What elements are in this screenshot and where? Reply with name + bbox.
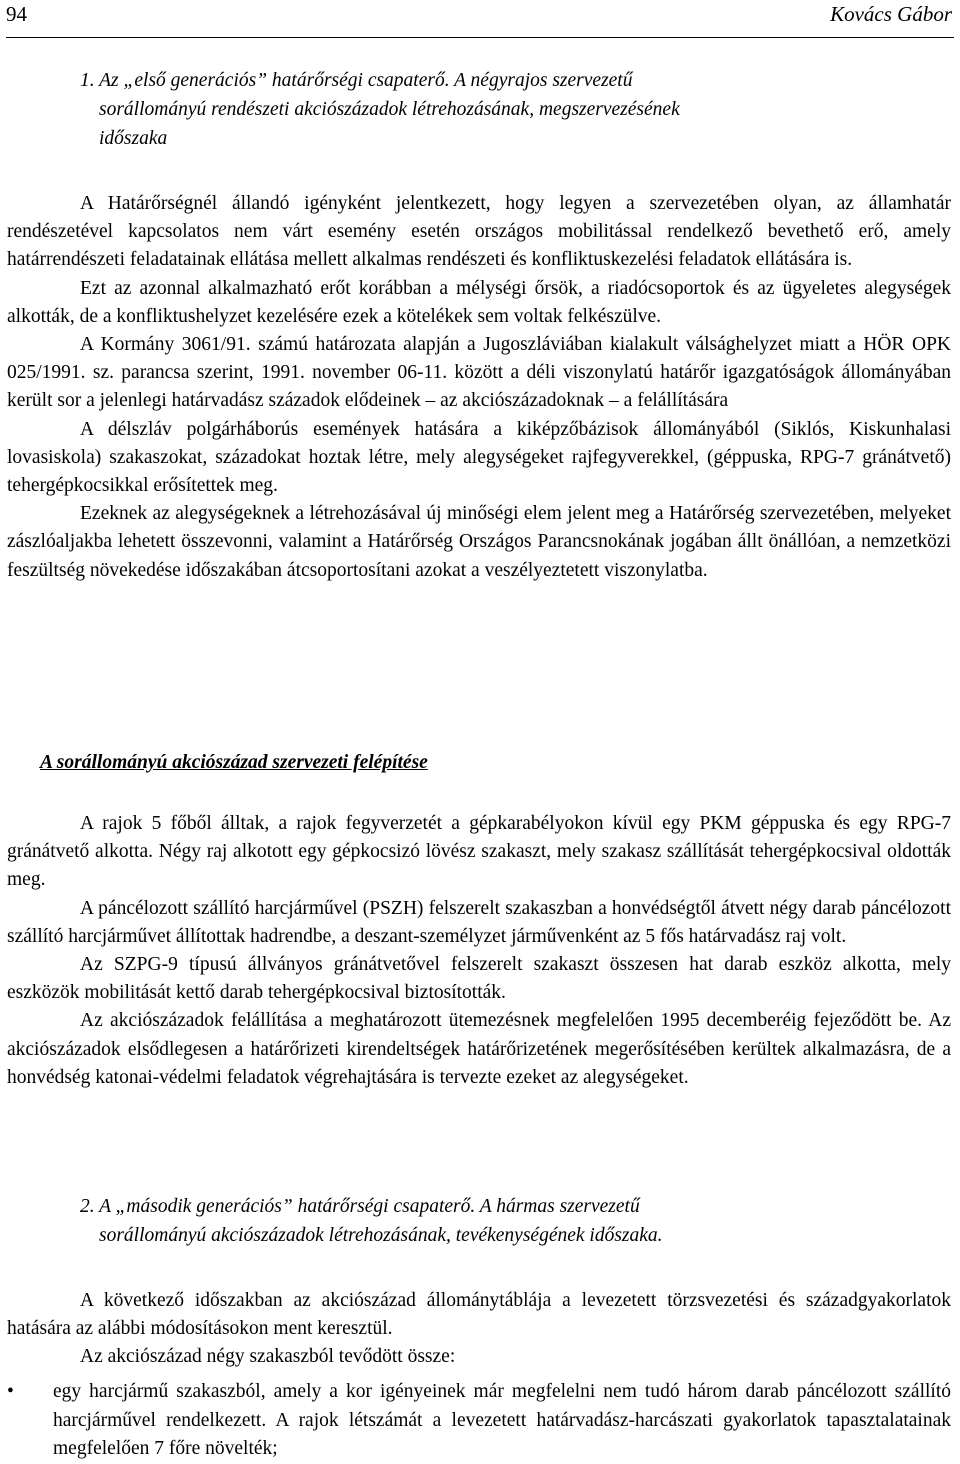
running-header-author: Kovács Gábor: [830, 2, 952, 26]
subsection-title: A sorállományú akciószázad szervezeti felépítése: [40, 752, 428, 773]
header-rule: [6, 37, 954, 38]
paragraph: A Határőrségnél állandó igényként jelentkezett, hogy legyen a szervezetében olyan, az államhatár rendészetével kapcsolatos nem várt esemény esetén országos mobilitással rendelkező bevethető erő, amely határrendészeti feladatainak ellátása mellett alkalmas rendészeti és konfliktuskezelési feladatok ellátására is.: [7, 193, 951, 271]
page-number: 94: [6, 2, 27, 26]
subsection-body: [7, 810, 951, 1092]
section-1-heading-line: sorállományú rendészeti akciószázadok létrehozásának, megszervezésének: [99, 99, 680, 120]
section-2-body: [7, 1287, 951, 1372]
list-item-text: egy harcjármű szakaszból, amely a kor igényeinek már megfelelni nem tudó három darab páncélozott szállító harcjárművel rendelkezett. A rajok létszámát a levezetett határvadász-harcászati gyakorlatok tapasztalatainak megfelelően 7 főre növelték;: [53, 1381, 951, 1459]
paragraph: A Kormány 3061/91. számú határozata alapján a Jugoszláviában kialakult válsághelyzet miatt a HÖR OPK 025/1991. sz. parancsa szerint, 1991. november 06-11. között a déli viszonylatú határőr igazgatóságok állományában került sor a jelenlegi határvadász századok elődeinek – az akciószázadoknak – a felállítására: [7, 334, 951, 412]
section-2-heading-line: 2. A „második generációs” határőrségi csapaterő. A hármas szervezetű: [80, 1196, 640, 1217]
list-item: [7, 1378, 951, 1464]
section-1-heading-line: 1. Az „első generációs” határőrségi csapaterő. A négyrajos szervezetű: [80, 70, 633, 91]
paragraph: A következő időszakban az akciószázad állománytáblája a levezetett törzsvezetési és századgyakorlatok hatására az alábbi módosításokon ment keresztül.: [7, 1290, 951, 1340]
paragraph: Az SZPG-9 típusú állványos gránátvetővel felszerelt szakaszt összesen hat darab eszköz alkotta, mely eszközök mobilitását kettő darab tehergépkocsival biztosították.: [7, 954, 951, 1004]
section-1-body: [7, 190, 951, 585]
section-1-heading-line: időszaka: [99, 128, 168, 149]
paragraph: A páncélozott szállító harcjárművel (PSZH) felszerelt szakaszban a honvédségtől átvett négy darab páncélozott szállító harcjárművet állítottak hadrendbe, a deszant-személyzet járművenként az 5 fős határvadász raj volt.: [7, 897, 951, 947]
paragraph: Az akciószázadok felállítása a meghatározott ütemezésnek megfelelően 1995 decemberéig fejeződött be. Az akciószázadok elsődlegesen a határőrizeti kirendeltségek határőrizetének megerősítésében kerültek alkalmazásra, de a honvédség katonai-védelmi feladatok végrehajtására is tervezte ezeket az alegységeket.: [7, 1010, 951, 1088]
paragraph: Ezt az azonnal alkalmazható erőt korábban a mélységi őrsök, a riadócsoportok és az ügyeletes alegységek alkották, de a konfliktushelyzet kezelésére ezek a kötelékek sem voltak felkészülve.: [7, 277, 951, 327]
bullet-list: [7, 1378, 951, 1464]
bullet-icon: •: [7, 1381, 14, 1402]
section-2-heading: [80, 1192, 900, 1250]
paragraph: A rajok 5 főből álltak, a rajok fegyverzetét a gépkarabélyokon kívül egy PKM géppuska és egy RPG-7 gránátvető alkotta. Négy raj alkotott egy gépkocsizó lövész szakaszt, mely szakasz szállítását tehergépkocsival oldották meg.: [7, 813, 951, 891]
section-1-heading: [80, 66, 900, 153]
paragraph: Ezeknek az alegységeknek a létrehozásával új minőségi elem jelent meg a Határőrség szervezetében, melyeket zászlóaljakba lehetett összevonni, valamint a Határőrség Országos Parancsnokának jogában állt önállóan, a nemzetközi feszültség növekedése időszakában átcsoportosítani azokat a veszélyeztetett viszonylatba.: [7, 503, 951, 581]
section-2-heading-line: sorállományú akciószázadok létrehozásának, tevékenységének időszaka.: [99, 1225, 663, 1246]
paragraph: A délszláv polgárháborús események hatására a kiképzőbázisok állományából (Siklós, Kiskunhalasi lovasiskola) szakaszokat, századokat hoztak létre, mely alegységeket rajfegyverekkel, (géppuska, RPG-7 gránátvető) tehergépkocsikkal erősítettek meg.: [7, 418, 951, 497]
paragraph: Az akciószázad négy szakaszból tevődött össze:: [80, 1346, 456, 1368]
